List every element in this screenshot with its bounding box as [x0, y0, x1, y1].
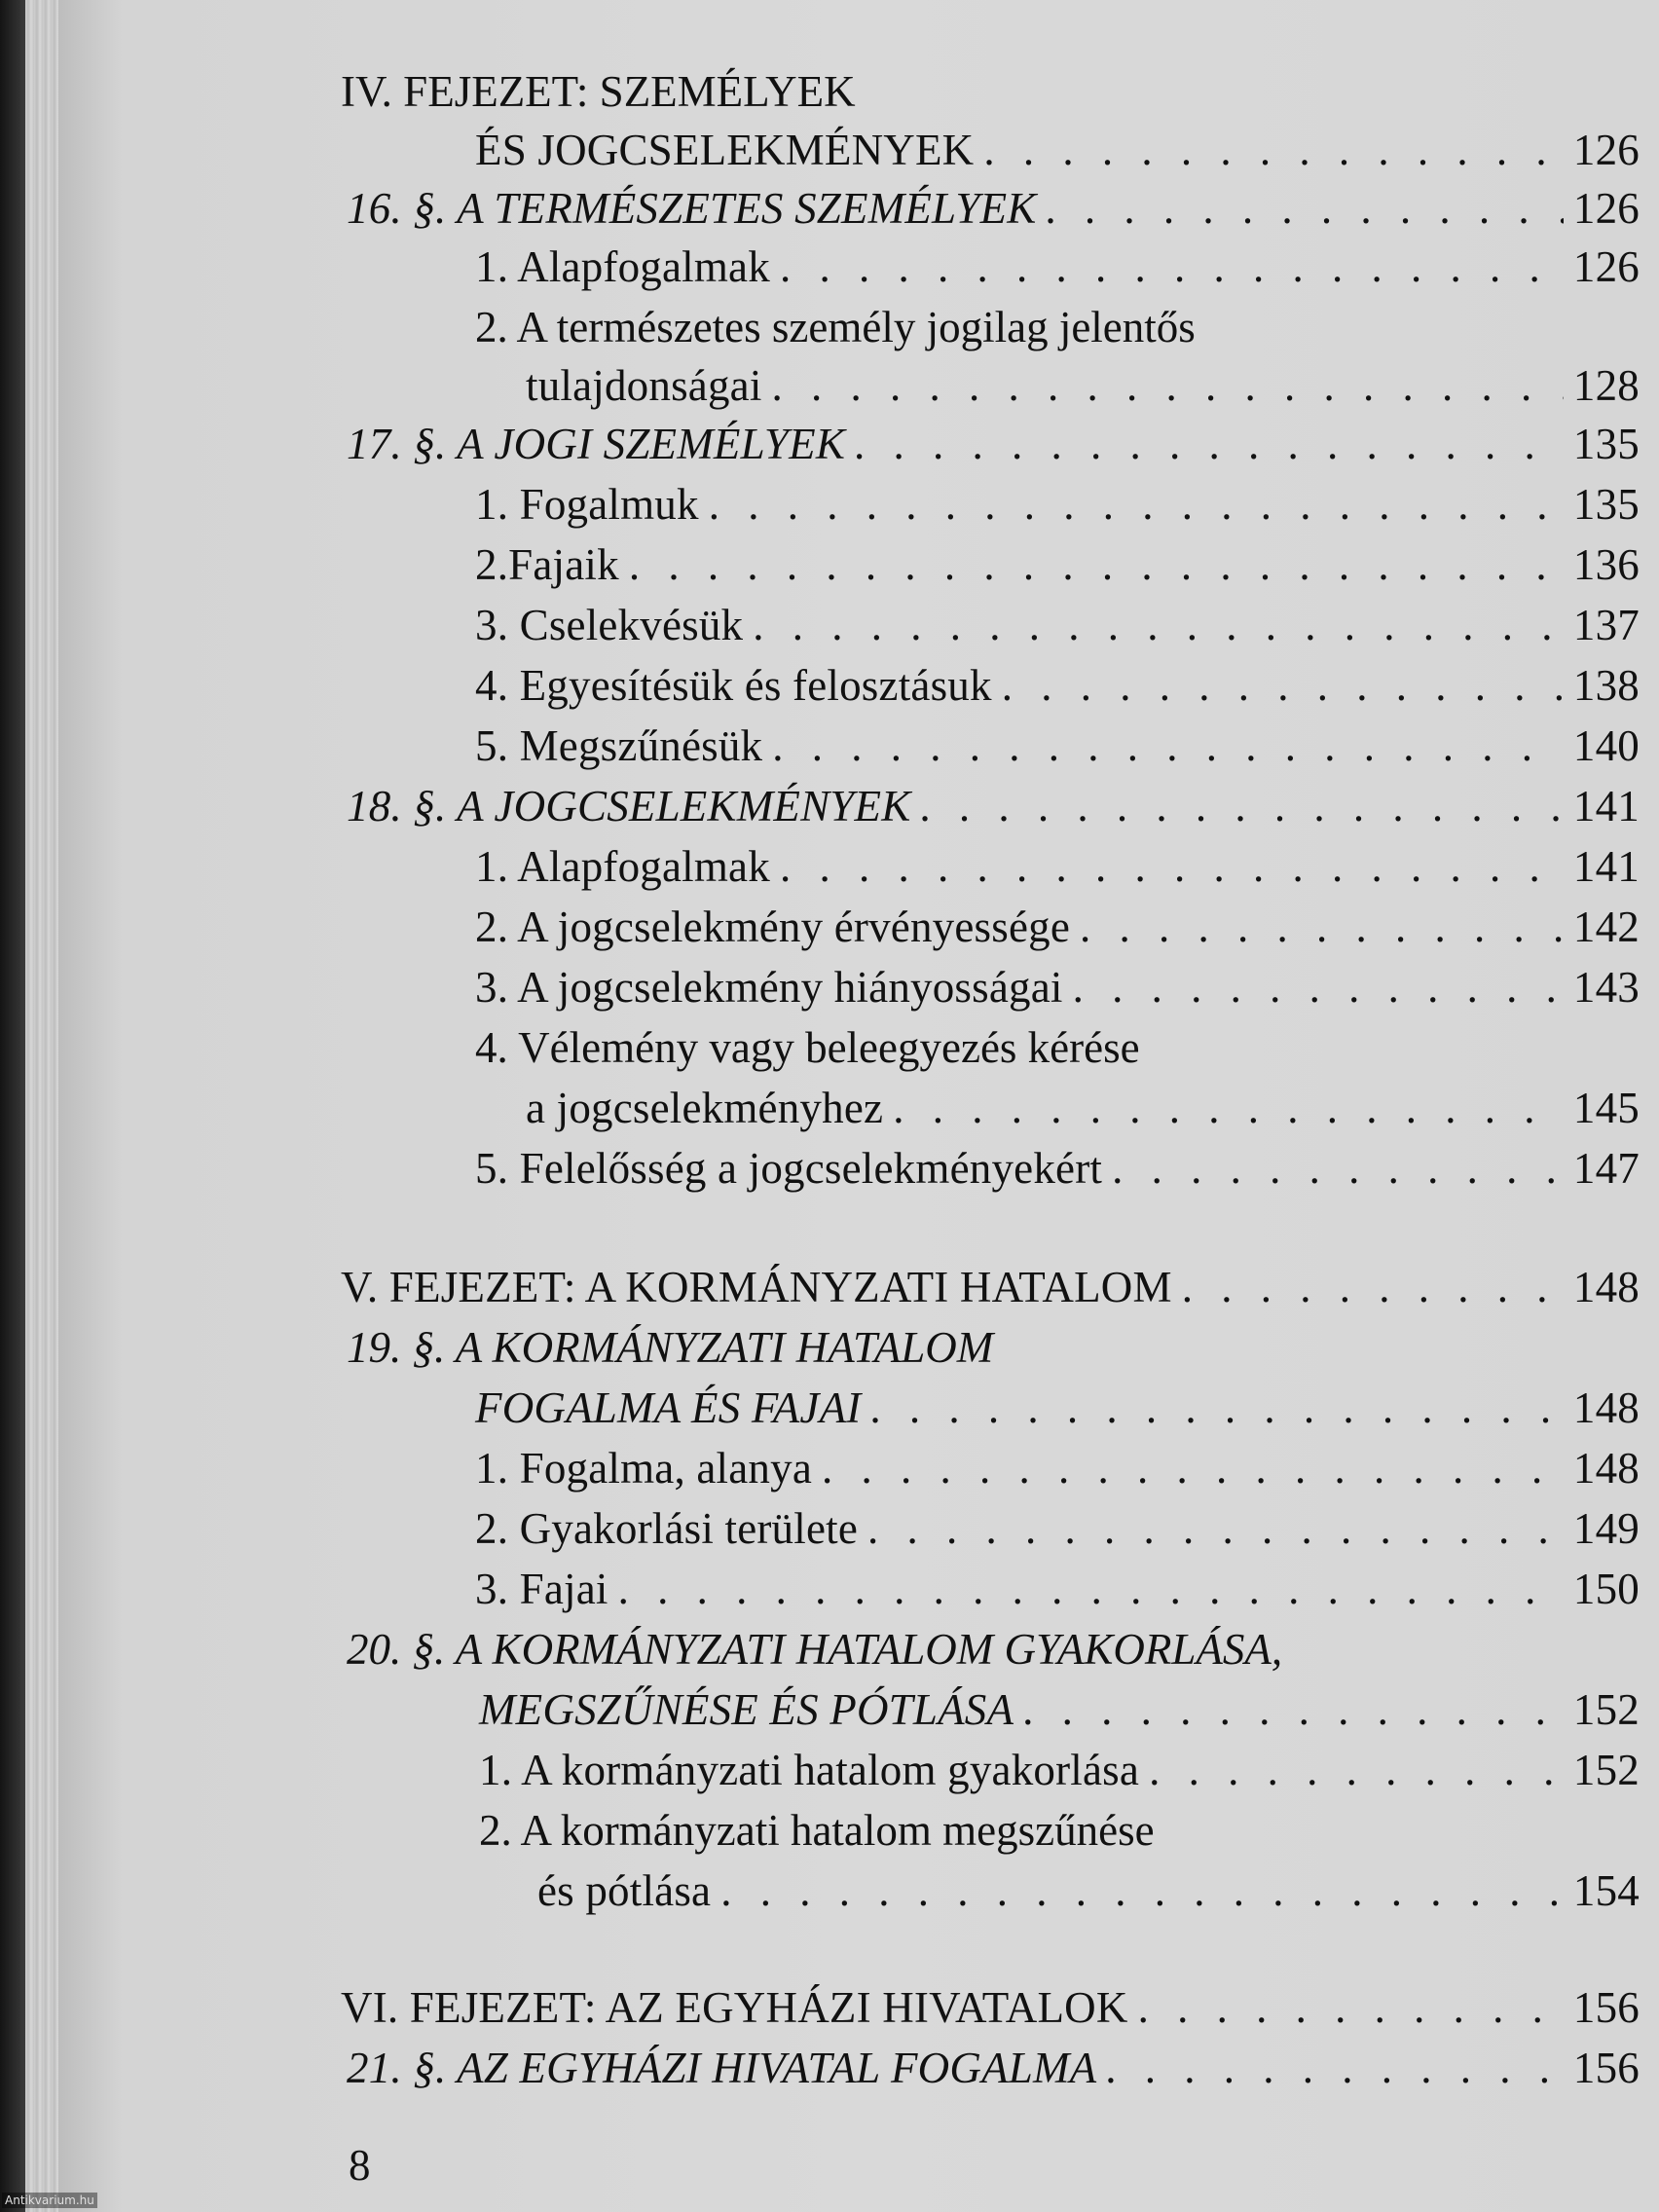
toc-item — [475, 539, 1640, 600]
section-19-title-line1: 19. §. A KORMÁNYZATI HATALOM — [347, 1323, 994, 1372]
toc-item — [475, 479, 1640, 539]
leader-dots — [983, 125, 1564, 175]
item-title: 2. A jogcselekmény érvényessége — [475, 903, 1071, 951]
chapter-6-entry — [341, 1982, 1640, 2043]
page-ref: 145 — [1572, 1084, 1640, 1132]
leader-dots — [1023, 1684, 1564, 1735]
page-ref: 136 — [1572, 540, 1640, 589]
page-ref: 142 — [1572, 903, 1640, 951]
toc-item — [475, 1503, 1640, 1564]
section-title: 16. §. A TERMÉSZETES SZEMÉLYEK — [347, 184, 1037, 233]
leader-dots — [920, 781, 1563, 831]
item-title-line2: a jogcselekményhez — [526, 1084, 884, 1132]
chapter-4-entry — [475, 125, 1640, 185]
page-ref: 148 — [1572, 1444, 1640, 1493]
section-20-title-line1: 20. §. A KORMÁNYZATI HATALOM GYAKORLÁSA, — [347, 1625, 1283, 1674]
leader-dots — [855, 419, 1564, 469]
page-ref: 135 — [1572, 420, 1640, 468]
leader-dots — [780, 241, 1564, 292]
item-title: 3. A jogcselekmény hiányosságai — [475, 963, 1063, 1012]
chapter-5-entry — [341, 1262, 1640, 1322]
leader-dots — [772, 360, 1564, 411]
page-ref: 138 — [1572, 661, 1640, 710]
toc-item — [537, 1865, 1640, 1926]
leader-dots — [870, 1382, 1563, 1433]
page-ref: 128 — [1572, 361, 1640, 410]
leader-dots — [822, 1443, 1564, 1493]
section-18-entry — [347, 781, 1640, 841]
leader-dots — [618, 1564, 1564, 1614]
page-ref: 126 — [1572, 184, 1640, 233]
section-16-entry — [347, 183, 1640, 243]
chapter-title: VI. FEJEZET: AZ EGYHÁZI HIVATALOK — [341, 1983, 1128, 2032]
page-ref: 141 — [1572, 842, 1640, 891]
toc-item — [475, 1564, 1640, 1624]
leader-dots — [1047, 183, 1564, 234]
watermark: Antikvarium.hu — [2, 2193, 97, 2208]
toc-item — [475, 660, 1640, 720]
toc-item — [475, 1443, 1640, 1503]
leader-dots — [1106, 2043, 1564, 2093]
page-ref: 152 — [1572, 1746, 1640, 1794]
item-title-line2: tulajdonságai — [526, 361, 762, 410]
leader-dots — [772, 720, 1564, 771]
page-ref: 148 — [1572, 1383, 1640, 1432]
item-title: 1. Fogalmuk — [475, 480, 699, 529]
section-20-entry — [479, 1684, 1640, 1745]
leader-dots — [720, 1865, 1564, 1916]
item-title-line1: 2. A természetes személy jogilag jelentős — [475, 303, 1196, 351]
section-title: 21. §. AZ EGYHÁZI HIVATAL FOGALMA — [347, 2044, 1097, 2092]
page-ref: 147 — [1572, 1144, 1640, 1193]
toc-item — [479, 1745, 1640, 1805]
chapter-title: V. FEJEZET: A KORMÁNYZATI HATALOM — [341, 1263, 1172, 1311]
section-17-entry — [347, 419, 1640, 479]
page-ref: 126 — [1572, 242, 1640, 291]
section-title-line2: MEGSZŰNÉSE ÉS PÓTLÁSA — [479, 1685, 1014, 1734]
leader-dots — [629, 539, 1564, 590]
chapter-4-title-line1: IV. FEJEZET: SZEMÉLYEK — [341, 67, 856, 116]
leader-dots — [1073, 962, 1564, 1013]
item-title: 1. Fogalma, alanya — [475, 1444, 812, 1493]
item-title-line1: 4. Vélemény vagy beleegyezés kérése — [475, 1023, 1140, 1072]
leader-dots — [1002, 660, 1564, 711]
toc-item — [475, 600, 1640, 660]
leader-dots — [893, 1083, 1564, 1133]
leader-dots — [1112, 1143, 1564, 1194]
leader-dots — [709, 479, 1564, 530]
page-ref: 149 — [1572, 1504, 1640, 1553]
page-ref: 140 — [1572, 721, 1640, 770]
page-ref: 143 — [1572, 963, 1640, 1012]
toc-item — [475, 720, 1640, 781]
item-title-line2: és pótlása — [537, 1866, 712, 1915]
section-19-entry — [475, 1382, 1640, 1443]
toc-item — [526, 1083, 1640, 1143]
page-ref: 148 — [1572, 1263, 1640, 1311]
page-number: 8 — [349, 2141, 371, 2190]
item-title: 5. Felelősség a jogcselekményekért — [475, 1144, 1103, 1193]
leader-dots — [753, 600, 1564, 650]
item-title: 2.Fajaik — [475, 540, 619, 589]
leader-dots — [1138, 1982, 1564, 2033]
chapter-4-title-line2: ÉS JOGCSELEKMÉNYEK — [475, 126, 975, 174]
page-ref: 141 — [1572, 782, 1640, 830]
item-title: 3. Cselekvésük — [475, 601, 744, 649]
page-ref: 137 — [1572, 601, 1640, 649]
leader-dots — [1080, 902, 1564, 952]
item-title: 5. Megszűnésük — [475, 721, 763, 770]
section-title: 17. §. A JOGI SZEMÉLYEK — [347, 420, 846, 468]
page-ref: 150 — [1572, 1565, 1640, 1613]
leader-dots — [1149, 1745, 1564, 1795]
page-ref: 126 — [1572, 126, 1640, 174]
item-title: 1. Alapfogalmak — [475, 242, 770, 291]
leader-dots — [1182, 1262, 1564, 1312]
page-ref: 156 — [1572, 2044, 1640, 2092]
section-21-entry — [347, 2043, 1640, 2103]
leader-dots — [867, 1503, 1564, 1554]
item-title: 1. A kormányzati hatalom gyakorlása — [479, 1746, 1140, 1794]
toc-item — [475, 841, 1640, 902]
toc-item — [526, 360, 1640, 421]
book-spine — [0, 0, 25, 2212]
toc-item — [475, 962, 1640, 1022]
item-title: 2. Gyakorlási területe — [475, 1504, 859, 1553]
page-ref: 135 — [1572, 480, 1640, 529]
item-title: 4. Egyesítésük és felosztásuk — [475, 661, 992, 710]
page-ref: 152 — [1572, 1685, 1640, 1734]
table-of-contents — [58, 0, 1659, 2212]
item-title: 1. Alapfogalmak — [475, 842, 770, 891]
item-title-line1: 2. A kormányzati hatalom megszűnése — [479, 1806, 1155, 1855]
page-ref: 156 — [1572, 1983, 1640, 2032]
toc-item — [475, 1143, 1640, 1203]
section-title: 18. §. A JOGCSELEKMÉNYEK — [347, 782, 911, 830]
book-page — [58, 0, 1659, 2212]
toc-item — [475, 902, 1640, 962]
item-title: 3. Fajai — [475, 1565, 608, 1613]
leader-dots — [780, 841, 1564, 892]
page-ref: 154 — [1572, 1866, 1640, 1915]
toc-item — [475, 241, 1640, 302]
section-title-line2: FOGALMA ÉS FAJAI — [475, 1383, 862, 1432]
